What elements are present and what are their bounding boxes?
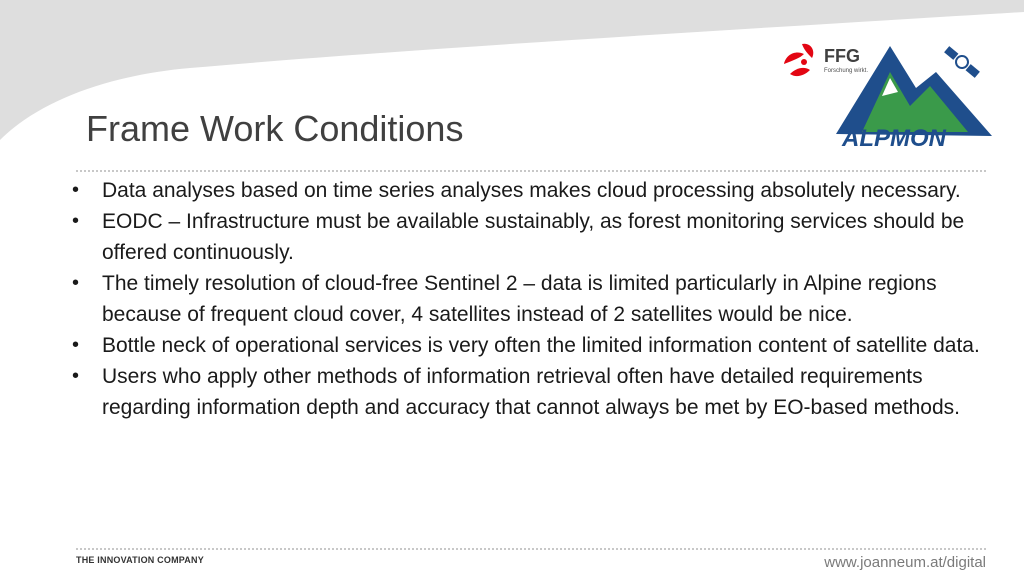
- bullet-marker: •: [72, 272, 80, 294]
- bullet-item: [60, 206, 980, 268]
- footer-divider: [76, 548, 986, 550]
- bullet-text: Bottle neck of operational services is very often the limited information content of satellite data.: [102, 334, 980, 357]
- bullet-marker: •: [72, 179, 80, 201]
- bullet-text: Data analyses based on time series analyses makes cloud processing absolutely necessary.: [102, 179, 961, 202]
- title-divider: [76, 170, 986, 172]
- ffg-tagline: Forschung wirkt.: [824, 68, 869, 74]
- bullet-text: Users who apply other methods of information retrieval often have detailed requirements regarding information depth and accuracy that cannot always be met by EO-based methods.: [102, 365, 960, 419]
- bullet-list: [60, 175, 980, 423]
- bullet-text: EODC – Infrastructure must be available sustainably, as forest monitoring services should be offered continuously.: [102, 210, 965, 264]
- bullet-item: [60, 175, 980, 206]
- bullet-marker: •: [72, 365, 80, 387]
- company-slogan: THE INNOVATION COMPANY: [76, 555, 204, 565]
- bullet-item: [60, 361, 980, 423]
- alpmon-logo: [832, 32, 996, 150]
- alpmon-name: ALPMON: [842, 125, 946, 150]
- website-link[interactable]: www.joanneum.at/digital: [824, 554, 986, 571]
- ffg-mark-icon: [784, 44, 813, 76]
- bullet-text: The timely resolution of cloud-free Sentinel 2 – data is limited particularly in Alpine regions because of frequent cloud cover, 4 satellites instead of 2 satellites would be nice.: [102, 272, 937, 326]
- bullet-item: [60, 268, 980, 330]
- ffg-name: FFG: [824, 46, 860, 66]
- slide-title: Frame Work Conditions: [86, 108, 464, 149]
- bullet-marker: •: [72, 210, 80, 232]
- satellite-icon: [943, 45, 981, 80]
- bullet-marker: •: [72, 334, 80, 356]
- bullet-item: [60, 330, 980, 361]
